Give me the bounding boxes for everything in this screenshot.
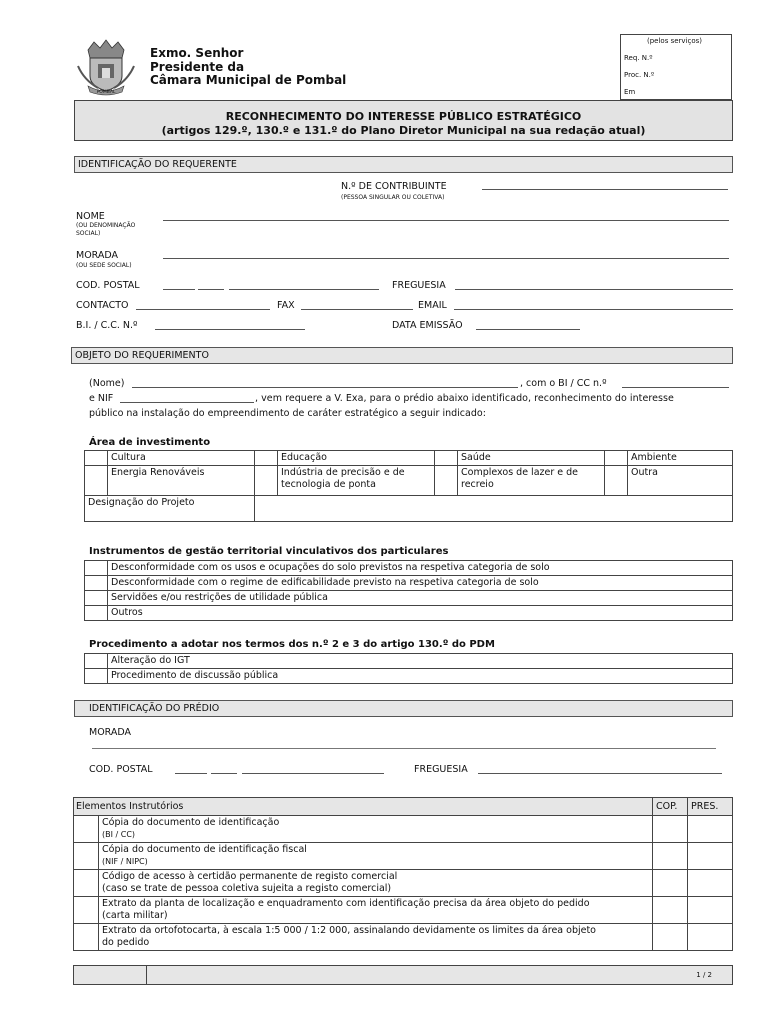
pres-header: PRES. — [688, 798, 733, 816]
objeto-text-line3: público na instalação do empreendimento de caráter estratégico a seguir indicado: — [89, 408, 486, 419]
procedimento-heading: Procedimento a adotar nos termos dos n.º 2 e 3 do artigo 130.º do PDM — [89, 639, 495, 650]
option-industria: Indústria de precisão e de tecnologia de ponta — [278, 466, 435, 496]
form-title-box — [74, 100, 733, 141]
checkbox-cultura[interactable] — [85, 451, 108, 466]
checkbox-energia[interactable] — [85, 466, 108, 496]
option-energia: Energia Renováveis — [108, 466, 255, 496]
fax-field[interactable] — [301, 309, 413, 310]
contribuinte-label: N.º DE CONTRIBUINTE — [341, 181, 447, 192]
option-saude: Saúde — [458, 451, 605, 466]
checkbox-educacao[interactable] — [255, 451, 278, 466]
option-outra: Outra — [628, 466, 733, 496]
option-lazer: Complexos de lazer e de recreio — [458, 466, 605, 496]
morada-label: MORADA — [76, 250, 119, 261]
option-educacao: Educação — [278, 451, 435, 466]
email-label: EMAIL — [418, 300, 447, 311]
area-table — [84, 450, 733, 522]
instrumento-item: Servidões e/ou restrições de utilidade pública — [108, 591, 733, 606]
checkbox-industria[interactable] — [255, 466, 278, 496]
checkbox-instrumento-1[interactable] — [85, 561, 108, 576]
footer-bar — [73, 965, 733, 985]
predio-cod-postal-label: COD. POSTAL — [89, 764, 153, 775]
page-number: 1 / 2 — [696, 971, 712, 979]
nome-field[interactable] — [163, 220, 729, 221]
predio-freguesia-label: FREGUESIA — [414, 764, 468, 775]
fax-label: FAX — [277, 300, 295, 311]
freguesia-field[interactable] — [455, 289, 733, 290]
elemento-marker — [74, 897, 99, 924]
elemento-text: Extrato da ortofotocarta, à escala 1:5 000 / 1:2 000, assinalando devidamente os limites da área objeto — [102, 925, 596, 936]
objeto-nome-label: (Nome) — [89, 378, 125, 389]
instrumento-item: Desconformidade com os usos e ocupações do solo previstos na respetiva categoria de solo — [108, 561, 733, 576]
procedimento-item: Alteração do IGT — [108, 654, 733, 669]
cod-postal-field-1[interactable] — [163, 289, 195, 290]
option-ambiente: Ambiente — [628, 451, 733, 466]
nome-sub: (OU DENOMINAÇÃO SOCIAL) — [76, 222, 136, 237]
cod-postal-label: COD. POSTAL — [76, 280, 140, 291]
checkbox-pres[interactable] — [688, 816, 733, 843]
elemento-subtext: (BI / CC) — [102, 830, 136, 839]
addressee-line-3: Câmara Municipal de Pombal — [150, 73, 347, 87]
contacto-label: CONTACTO — [76, 300, 129, 311]
objeto-bi-field[interactable] — [622, 387, 729, 388]
section-objeto: OBJETO DO REQUERIMENTO — [71, 347, 733, 364]
elemento-subtext: (caso se trate de pessoa coletiva sujeita a registo comercial) — [102, 883, 392, 894]
elemento-marker — [74, 924, 99, 951]
elemento-text: Extrato da planta de localização e enquadramento com identificação precisa da área objeto do pedido — [102, 898, 590, 909]
elemento-subtext: do pedido — [102, 937, 150, 948]
checkbox-cop[interactable] — [653, 816, 688, 843]
instrumento-item: Outros — [108, 606, 733, 621]
checkbox-outra[interactable] — [605, 466, 628, 496]
checkbox-pres[interactable] — [688, 924, 733, 951]
checkbox-instrumento-4[interactable] — [85, 606, 108, 621]
section-predio: IDENTIFICAÇÃO DO PRÉDIO — [74, 700, 733, 717]
elemento-marker — [74, 843, 99, 870]
predio-cod-postal-field-1[interactable] — [175, 773, 207, 774]
section-requerente: IDENTIFICAÇÃO DO REQUERENTE — [74, 156, 733, 173]
checkbox-saude[interactable] — [435, 451, 458, 466]
checkbox-cop[interactable] — [653, 924, 688, 951]
predio-morada-label: MORADA — [89, 727, 132, 738]
cod-postal-locality[interactable] — [229, 289, 379, 290]
designacao-label: Designação do Projeto — [85, 496, 255, 522]
addressee-line-1: Exmo. Senhor — [150, 46, 244, 60]
instrumentos-table — [84, 560, 733, 621]
instrumentos-heading: Instrumentos de gestão territorial vinculativos dos particulares — [89, 546, 449, 557]
form-subtitle: (artigos 129.º, 130.º e 131.º do Plano Diretor Municipal na sua redação atual) — [161, 124, 646, 137]
predio-cod-postal-locality[interactable] — [242, 773, 384, 774]
checkbox-alteracao-igt[interactable] — [85, 654, 108, 669]
elementos-header: Elementos Instrutórios — [74, 798, 653, 816]
footer-divider — [146, 966, 147, 984]
checkbox-lazer[interactable] — [435, 466, 458, 496]
data-emissao-field[interactable] — [476, 329, 580, 330]
data-emissao-label: DATA EMISSÃO — [392, 320, 463, 331]
addressee-line-2: Presidente da — [150, 59, 245, 74]
em-label: Em — [624, 88, 636, 96]
objeto-text-line2: , vem requere a V. Exa, para o prédio abaixo identificado, reconhecimento do interesse — [255, 393, 674, 404]
designacao-field[interactable] — [255, 496, 733, 522]
contribuinte-field[interactable] — [482, 189, 728, 190]
contacto-field[interactable] — [136, 309, 270, 310]
elemento-subtext: (carta militar) — [102, 910, 168, 921]
freguesia-label: FREGUESIA — [392, 280, 446, 291]
proc-number-label: Proc. N.º — [624, 71, 655, 79]
email-field[interactable] — [454, 309, 733, 310]
predio-cod-postal-field-2[interactable] — [211, 773, 237, 774]
checkbox-ambiente[interactable] — [605, 451, 628, 466]
form-title: RECONHECIMENTO DO INTERESSE PÚBLICO ESTRATÉGICO — [225, 110, 582, 123]
contribuinte-sub: (PESSOA SINGULAR OU COLETIVA) — [341, 194, 445, 201]
elemento-marker — [74, 816, 99, 843]
elemento-subtext: (NIF / NIPC) — [102, 857, 148, 866]
checkbox-cop[interactable] — [653, 843, 688, 870]
objeto-nif-label: e NIF — [89, 393, 114, 404]
municipal-crest — [74, 36, 138, 96]
office-box-title: (pelos serviços) — [647, 37, 703, 45]
checkbox-pres[interactable] — [688, 870, 733, 897]
svg-text:POMBAL: POMBAL — [96, 90, 116, 95]
bi-label: B.I. / C.C. N.º — [76, 320, 138, 331]
checkbox-cop[interactable] — [653, 897, 688, 924]
objeto-bi-label: , com o BI / CC n.º — [520, 378, 607, 389]
elemento-text: Cópia do documento de identificação fiscal — [102, 844, 307, 855]
option-cultura: Cultura — [108, 451, 255, 466]
checkbox-pres[interactable] — [688, 843, 733, 870]
elemento-text: Código de acesso à certidão permanente de registo comercial — [102, 871, 398, 882]
elementos-table — [73, 797, 733, 951]
req-number-label: Req. N.º — [624, 54, 653, 62]
checkbox-instrumento-2[interactable] — [85, 576, 108, 591]
predio-morada-field[interactable] — [92, 748, 716, 749]
objeto-nif-field[interactable] — [120, 402, 254, 403]
checkbox-discussao-publica[interactable] — [85, 669, 108, 684]
cop-header: COP. — [653, 798, 688, 816]
area-heading: Área de investimento — [89, 437, 211, 448]
bi-field[interactable] — [155, 329, 305, 330]
addressee — [150, 47, 346, 88]
office-use-box — [620, 34, 732, 100]
morada-field[interactable] — [163, 258, 729, 259]
predio-freguesia-field[interactable] — [478, 773, 722, 774]
procedimento-item: Procedimento de discussão pública — [108, 669, 733, 684]
morada-sub: (OU SEDE SOCIAL) — [76, 262, 132, 269]
elemento-text: Cópia do documento de identificação — [102, 817, 280, 828]
checkbox-pres[interactable] — [688, 897, 733, 924]
cod-postal-field-2[interactable] — [198, 289, 224, 290]
instrumento-item: Desconformidade com o regime de edificabilidade previsto na respetiva categoria de solo — [108, 576, 733, 591]
checkbox-cop[interactable] — [653, 870, 688, 897]
checkbox-instrumento-3[interactable] — [85, 591, 108, 606]
elemento-marker — [74, 870, 99, 897]
nome-label: NOME — [76, 211, 105, 222]
objeto-nome-field[interactable] — [132, 387, 518, 388]
procedimento-table — [84, 653, 733, 684]
